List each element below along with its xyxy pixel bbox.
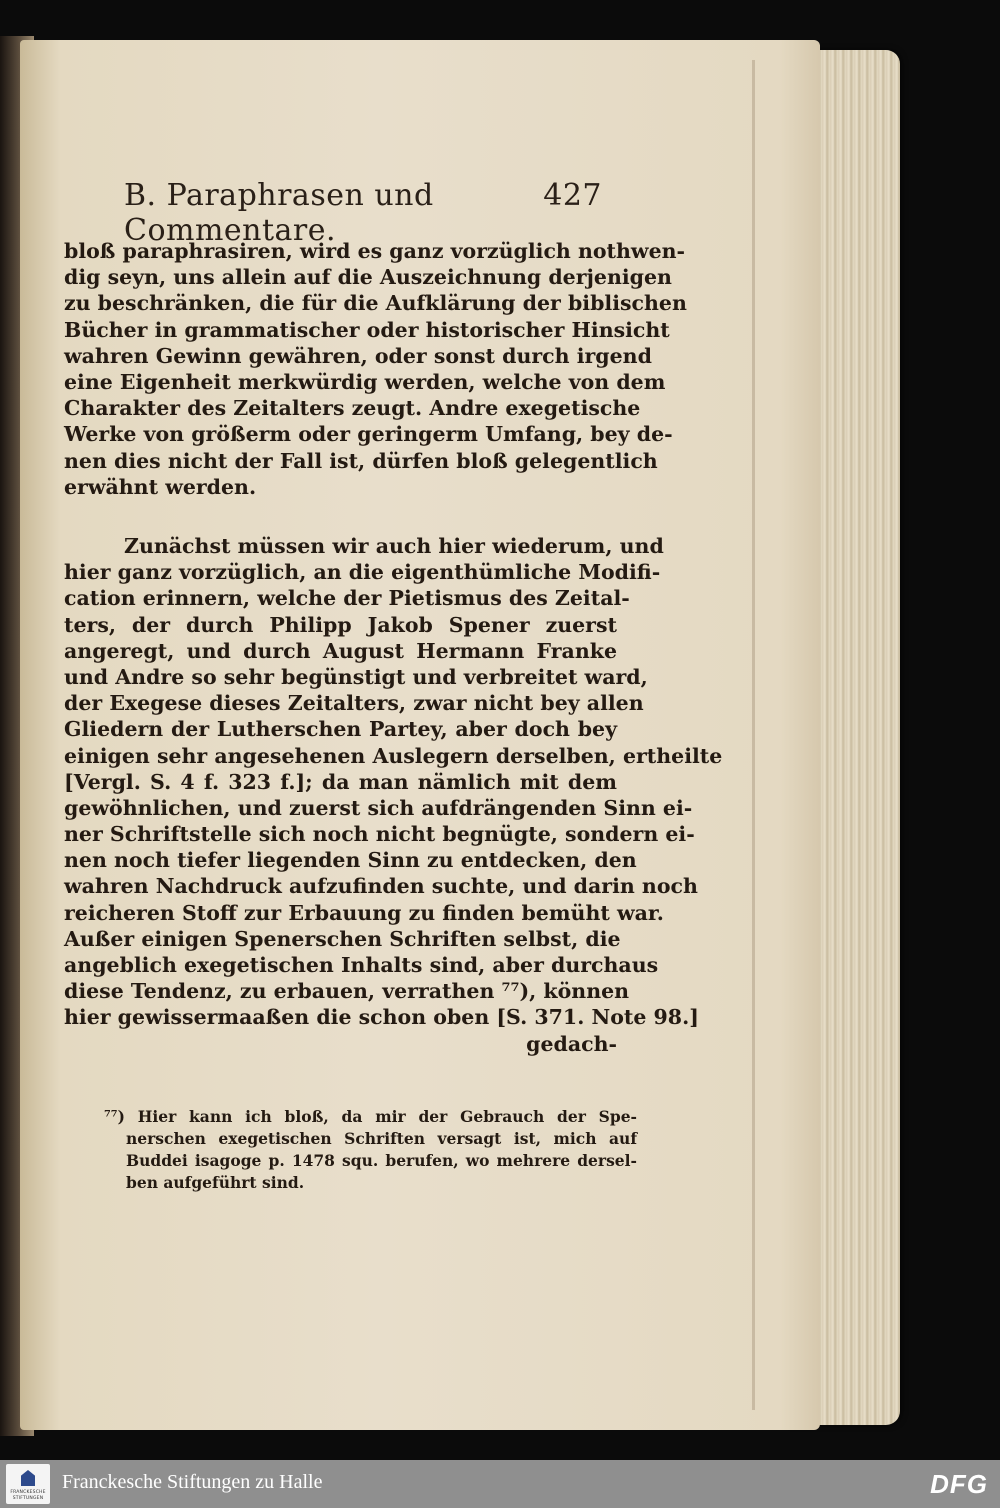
text-line: Charakter des Zeitalters zeugt. Andre exegetische — [64, 396, 641, 421]
text-line: wahren Gewinn gewähren, oder sonst durch irgend — [64, 343, 652, 368]
text-line: eine Eigenheit merkwürdig werden, welche von dem — [64, 369, 666, 394]
footnote-line: ben aufgeführt sind. — [126, 1173, 305, 1192]
text-line: gewöhnlichen, und zuerst sich aufdrängenden Sinn ei- — [64, 795, 693, 820]
text-line: [Vergl. S. 4 f. 323 f.]; da man nämlich mit dem — [64, 769, 617, 794]
text-line: erwähnt werden. — [64, 474, 257, 499]
text-line: zu beschränken, die für die Aufklärung der biblischen — [64, 291, 687, 316]
footer-bar — [0, 1460, 1000, 1508]
running-title: B. Paraphrasen und Commentare. — [124, 178, 434, 248]
text-line: einigen sehr angesehenen Auslegern derselben, ertheilte — [64, 743, 723, 768]
footnote-line: Buddei isagoge p. 1478 squ. berufen, wo mehrere dersel- — [126, 1151, 637, 1170]
text-line: dig seyn, uns allein auf die Auszeichnung derjenigen — [64, 265, 672, 290]
footnote-line: nerschen exegetischen Schriften versagt ist, mich auf — [126, 1129, 637, 1148]
text-line: cation erinnern, welche der Pietismus des Zeital- — [64, 586, 630, 611]
footnote — [104, 1106, 637, 1194]
text-line: und Andre so sehr begünstigt und verbreitet ward, — [64, 664, 648, 689]
text-line: der Exegese dieses Zeitalters, zwar nicht bey allen — [64, 691, 644, 716]
page-fold — [752, 60, 755, 1410]
building-icon — [21, 1470, 35, 1486]
paragraph-2 — [64, 533, 723, 1057]
text-line: Werke von größerm oder geringerm Umfang, bey de- — [64, 422, 673, 447]
text-line: Zunächst müssen wir auch hier wiederum, und — [124, 534, 664, 558]
text-line: hier gewissermaaßen die schon oben [S. 371. Note 98.] — [64, 1005, 699, 1030]
text-line: Gliedern der Lutherschen Partey, aber doch bey — [64, 717, 617, 742]
text-line: ters, der durch Philipp Jakob Spener zuerst — [64, 612, 617, 637]
text-line: nen noch tiefer liegenden Sinn zu entdecken, den — [64, 848, 637, 873]
footer-title[interactable]: Franckesche Stiftungen zu Halle — [62, 1471, 323, 1493]
text-line: Außer einigen Spenerschen Schriften selbst, die — [64, 926, 621, 951]
dfg-logo[interactable]: DFG — [930, 1469, 988, 1499]
text-line: angeblich exegetischen Inhalts sind, aber durchaus — [64, 953, 659, 977]
page-number: 427 — [543, 178, 602, 213]
text-line: bloß paraphrasiren, wird es ganz vorzüglich nothwen- — [64, 239, 686, 263]
text-line: diese Tendenz, zu erbauen, verrathen ⁷⁷), können — [64, 979, 630, 1004]
logo-text-line1: FRANCKESCHE — [10, 1490, 46, 1495]
text-line: reicheren Stoff zur Erbauung zu finden bemüht war. — [64, 900, 664, 925]
text-line: angeregt, und durch August Hermann Franke — [64, 638, 617, 663]
catchword: gedach- — [526, 1031, 617, 1056]
franckesche-logo[interactable] — [6, 1464, 50, 1504]
text-line: hier ganz vorzüglich, an die eigenthümliche Modifi- — [64, 560, 661, 585]
text-line: wahren Nachdruck aufzufinden suchte, und darin noch — [64, 874, 698, 899]
paragraph-1 — [64, 238, 687, 500]
text-line: ner Schriftstelle sich noch nicht begnügte, sondern ei- — [64, 822, 695, 847]
text-line: Bücher in grammatischer oder historischer Hinsicht — [64, 317, 670, 342]
footnote-line: ⁷⁷) Hier kann ich bloß, da mir der Gebrauch der Spe- — [104, 1107, 637, 1126]
text-line: nen dies nicht der Fall ist, dürfen bloß gelegentlich — [64, 448, 658, 473]
logo-text-line2: STIFTUNGEN — [12, 1496, 44, 1501]
